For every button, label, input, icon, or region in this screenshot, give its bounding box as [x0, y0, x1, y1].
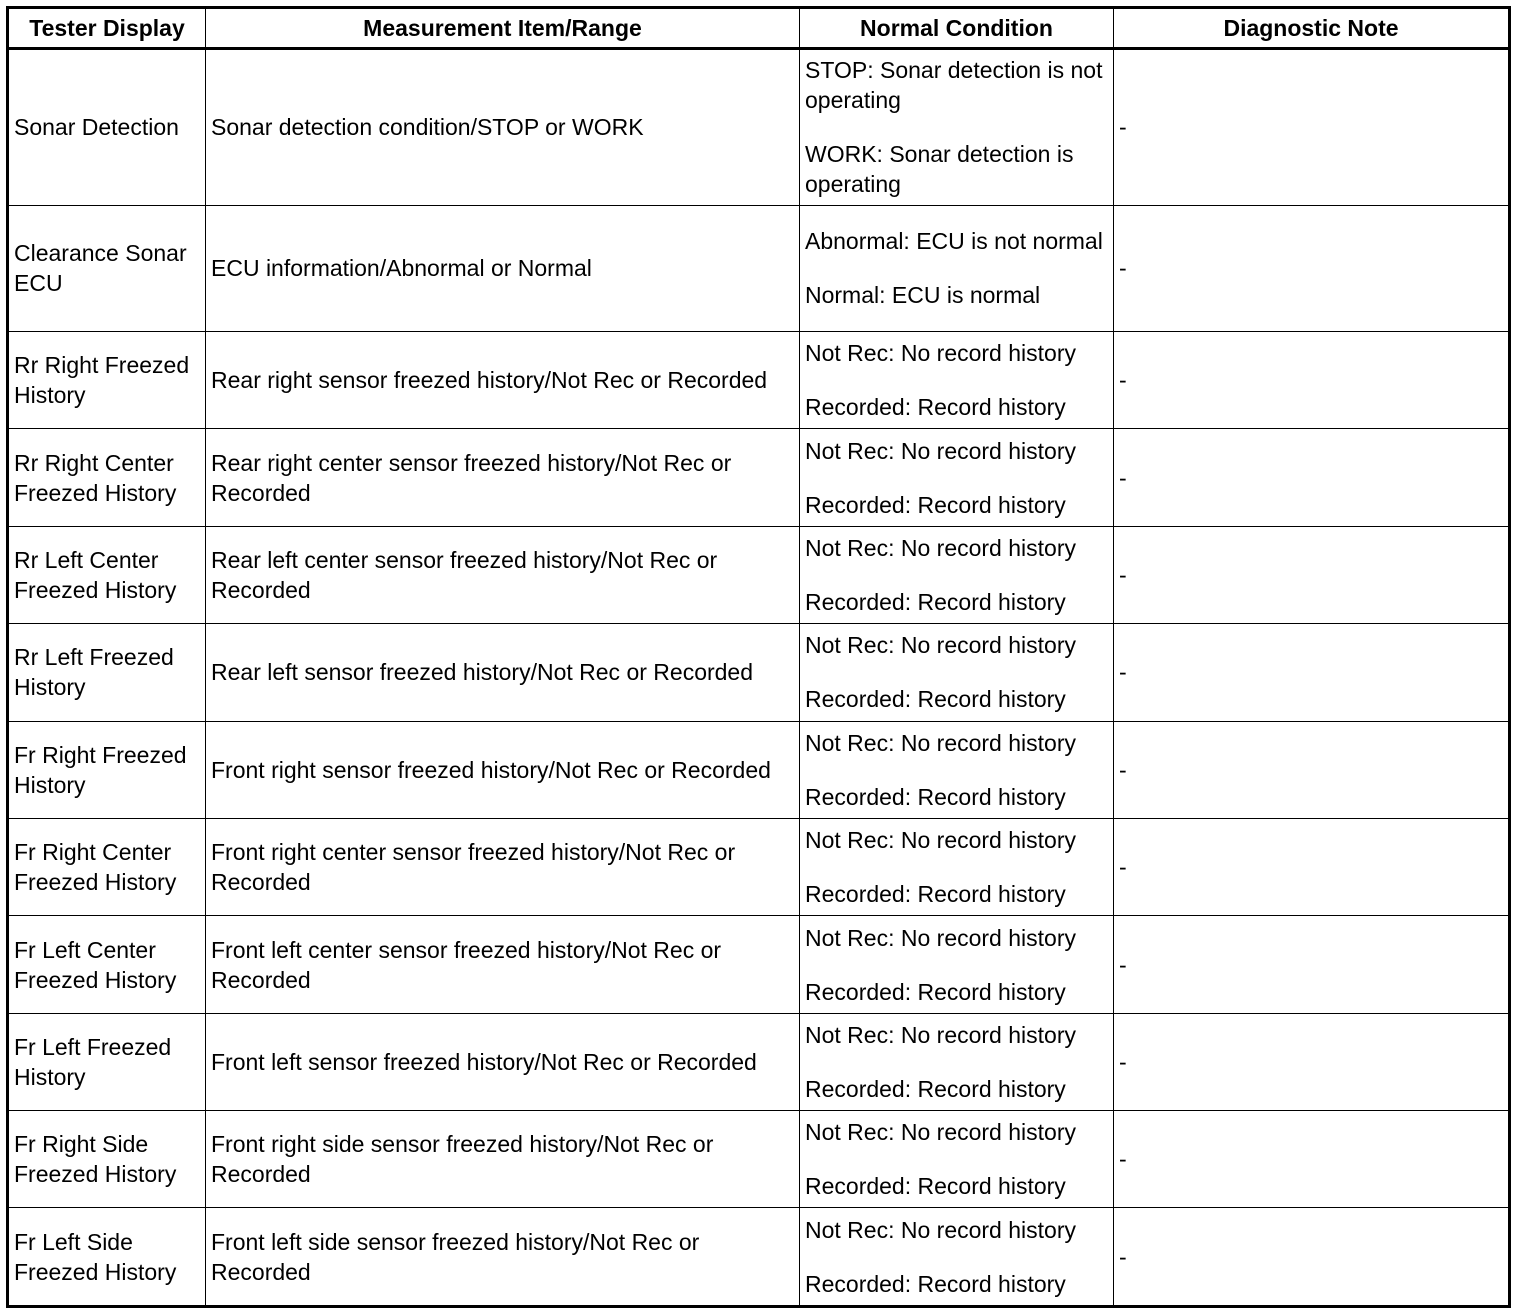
condition-line: Not Rec: No record history	[805, 340, 1076, 367]
condition-line: Abnormal: ECU is not normal	[805, 228, 1103, 255]
measurement-cell: Rear right sensor freezed history/Not Rec or Recorded	[206, 332, 800, 429]
condition-line: Not Rec: No record history	[805, 1021, 1076, 1048]
header-diagnostic-note: Diagnostic Note	[1114, 8, 1510, 49]
diagnostic-note-cell: -	[1114, 916, 1510, 1013]
table-row	[8, 429, 1510, 526]
header-tester-display: Tester Display	[8, 8, 206, 49]
measurement-cell: Front left center sensor freezed history/Not Rec or Recorded	[206, 916, 800, 1013]
measurement-cell: Rear left center sensor freezed history/Not Rec or Recorded	[206, 526, 800, 623]
header-normal-condition: Normal Condition	[800, 8, 1114, 49]
table-row	[8, 1208, 1510, 1307]
condition-line: Not Rec: No record history	[805, 729, 1076, 756]
condition-line: Normal: ECU is normal	[805, 282, 1041, 309]
diagnostic-note-cell: -	[1114, 49, 1510, 206]
condition-line: Not Rec: No record history	[805, 827, 1076, 854]
condition-line: Recorded: Record history	[805, 1075, 1066, 1102]
normal-condition-cell	[800, 624, 1114, 721]
diagnostic-note-cell: -	[1114, 721, 1510, 818]
table-row	[8, 1111, 1510, 1208]
normal-condition-cell	[800, 721, 1114, 818]
tester-display-cell: Rr Right Freezed History	[8, 332, 206, 429]
normal-condition-cell	[800, 1208, 1114, 1307]
header-measurement: Measurement Item/Range	[206, 8, 800, 49]
diagnostic-note-cell: -	[1114, 624, 1510, 721]
tester-display-cell: Fr Right Side Freezed History	[8, 1111, 206, 1208]
diagnostic-note-cell: -	[1114, 205, 1510, 332]
condition-line: Not Rec: No record history	[805, 535, 1076, 562]
normal-condition-cell	[800, 429, 1114, 526]
condition-line: Recorded: Record history	[805, 881, 1066, 908]
diagnostic-note-cell: -	[1114, 818, 1510, 915]
tester-display-cell: Fr Right Freezed History	[8, 721, 206, 818]
tester-display-cell: Rr Right Center Freezed History	[8, 429, 206, 526]
measurement-cell: ECU information/Abnormal or Normal	[206, 205, 800, 332]
measurement-cell: Front left side sensor freezed history/Not Rec or Recorded	[206, 1208, 800, 1307]
diagnostic-note-cell: -	[1114, 526, 1510, 623]
diagnostic-note-cell: -	[1114, 1208, 1510, 1307]
table-row	[8, 916, 1510, 1013]
tester-display-cell: Rr Left Freezed History	[8, 624, 206, 721]
measurement-cell: Front right center sensor freezed history/Not Rec or Recorded	[206, 818, 800, 915]
table-row	[8, 332, 1510, 429]
measurement-cell: Rear left sensor freezed history/Not Rec or Recorded	[206, 624, 800, 721]
condition-line: Not Rec: No record history	[805, 1216, 1076, 1243]
condition-line: STOP: Sonar detection is not operating	[805, 57, 1103, 114]
tester-display-cell: Fr Right Center Freezed History	[8, 818, 206, 915]
table-row	[8, 49, 1510, 206]
table-row	[8, 205, 1510, 332]
normal-condition-cell	[800, 916, 1114, 1013]
condition-line: WORK: Sonar detection is operating	[805, 141, 1074, 198]
normal-condition-cell	[800, 1013, 1114, 1110]
diagnostic-note-cell: -	[1114, 1013, 1510, 1110]
condition-line: Recorded: Record history	[805, 589, 1066, 616]
condition-line: Recorded: Record history	[805, 686, 1066, 713]
condition-line: Recorded: Record history	[805, 1173, 1066, 1200]
measurement-cell: Front right sensor freezed history/Not Rec or Recorded	[206, 721, 800, 818]
tester-display-cell: Sonar Detection	[8, 49, 206, 206]
measurement-cell: Front right side sensor freezed history/Not Rec or Recorded	[206, 1111, 800, 1208]
diagnostic-note-cell: -	[1114, 332, 1510, 429]
normal-condition-cell	[800, 1111, 1114, 1208]
normal-condition-cell	[800, 526, 1114, 623]
diagnostic-note-cell: -	[1114, 1111, 1510, 1208]
condition-line: Not Rec: No record history	[805, 437, 1076, 464]
normal-condition-cell	[800, 332, 1114, 429]
condition-line: Recorded: Record history	[805, 491, 1066, 518]
normal-condition-cell	[800, 205, 1114, 332]
condition-line: Recorded: Record history	[805, 394, 1066, 421]
tester-display-cell: Fr Left Freezed History	[8, 1013, 206, 1110]
condition-line: Not Rec: No record history	[805, 1119, 1076, 1146]
tester-display-cell: Fr Left Center Freezed History	[8, 916, 206, 1013]
measurement-cell: Rear right center sensor freezed history/Not Rec or Recorded	[206, 429, 800, 526]
data-list-table	[6, 6, 1511, 1308]
table-header	[8, 8, 1510, 49]
table-row	[8, 624, 1510, 721]
diagnostic-note-cell: -	[1114, 429, 1510, 526]
table-row	[8, 1013, 1510, 1110]
normal-condition-cell	[800, 818, 1114, 915]
measurement-cell: Front left sensor freezed history/Not Rec or Recorded	[206, 1013, 800, 1110]
condition-line: Recorded: Record history	[805, 978, 1066, 1005]
condition-line: Recorded: Record history	[805, 1270, 1066, 1297]
table-row	[8, 526, 1510, 623]
normal-condition-cell	[800, 49, 1114, 206]
condition-line: Not Rec: No record history	[805, 924, 1076, 951]
table-body	[8, 49, 1510, 1307]
condition-line: Not Rec: No record history	[805, 632, 1076, 659]
measurement-cell: Sonar detection condition/STOP or WORK	[206, 49, 800, 206]
table-row	[8, 721, 1510, 818]
table-row	[8, 818, 1510, 915]
tester-display-cell: Rr Left Center Freezed History	[8, 526, 206, 623]
condition-line: Recorded: Record history	[805, 783, 1066, 810]
tester-display-cell: Fr Left Side Freezed History	[8, 1208, 206, 1307]
header-row	[8, 8, 1510, 49]
tester-display-cell: Clearance Sonar ECU	[8, 205, 206, 332]
